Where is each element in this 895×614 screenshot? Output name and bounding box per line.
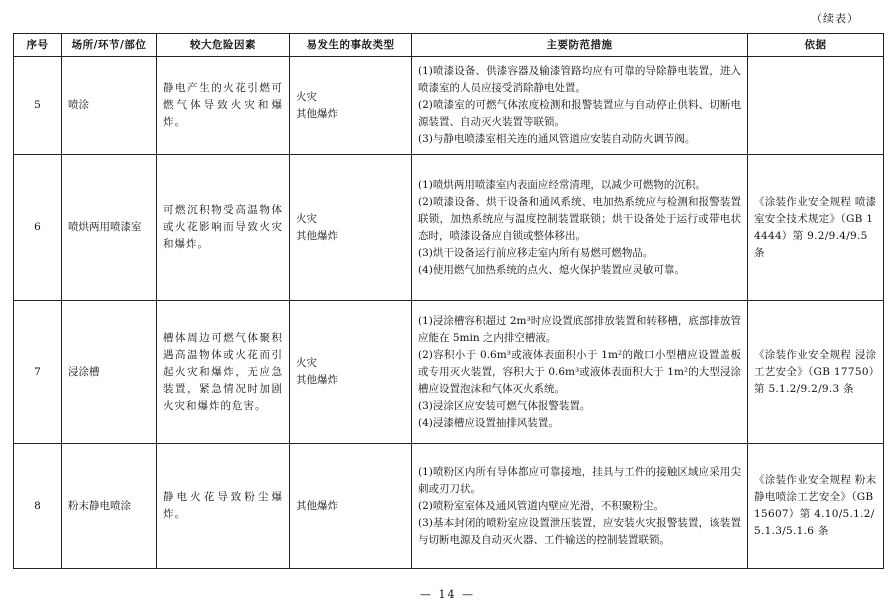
row-place: 喷涂 bbox=[62, 57, 157, 155]
table-header-row bbox=[14, 34, 884, 57]
measure-item: (2)喷漆室的可燃气体浓度检测和报警装置应与自动停止供料、切断电源装置、自动灭火装置等联锁。 bbox=[418, 99, 741, 128]
row-accident bbox=[290, 155, 412, 301]
row-no: 8 bbox=[14, 444, 62, 569]
row-accident bbox=[290, 301, 412, 444]
page-number: — 14 — bbox=[420, 588, 475, 601]
row-place: 粉末静电喷涂 bbox=[62, 444, 157, 569]
row-place: 浸涂槽 bbox=[62, 301, 157, 444]
measure-item: (1)喷烘两用喷漆室内表面应经常清理，以减少可燃物的沉积。 bbox=[418, 178, 706, 191]
row-accident bbox=[290, 57, 412, 155]
accident-type: 其他爆炸 bbox=[296, 499, 338, 512]
measure-item: (2)喷漆设备、烘干设备和通风系统、电加热系统应与检测和报警装置联锁，加热系统应与温度控制装置联锁；烘干设备处于运行或带电状态时，喷漆设备应自锁或整体移出。 bbox=[418, 195, 741, 242]
row-measures bbox=[412, 444, 748, 569]
accident-type: 其他爆炸 bbox=[296, 107, 338, 120]
measure-item: (3)基本封闭的喷粉室应设置泄压装置，应安装火灾报警装置，该装置与切断电源及自动灭火器、工件输送的控制装置联锁。 bbox=[418, 516, 741, 546]
col-header-no: 序号 bbox=[14, 34, 62, 57]
measure-item: (3)浸涂区应安装可燃气体报警装置。 bbox=[418, 399, 591, 412]
row-measures bbox=[412, 57, 748, 155]
row-no: 5 bbox=[14, 57, 62, 155]
table-row bbox=[14, 155, 884, 301]
accident-type: 其他爆炸 bbox=[296, 229, 338, 242]
accident-type: 火灾 bbox=[296, 212, 317, 225]
accident-type: 其他爆炸 bbox=[296, 374, 338, 386]
col-header-measures: 主要防范措施 bbox=[412, 34, 748, 57]
row-hazard: 静电火花导致粉尘爆炸。 bbox=[157, 444, 290, 569]
measure-item: (1)喷粉区内所有导体都应可靠接地，挂具与工件的接触区域应采用尖刺或刃刀状。 bbox=[418, 465, 741, 495]
table-row bbox=[14, 57, 884, 155]
measure-item: (2)喷粉室室体及通风管道内壁应光滑，不积聚粉尘。 bbox=[418, 499, 664, 512]
row-accident bbox=[290, 444, 412, 569]
col-header-hazard: 较大危险因素 bbox=[157, 34, 290, 57]
row-place: 喷烘两用喷漆室 bbox=[62, 155, 157, 301]
row-measures bbox=[412, 301, 748, 444]
row-basis: 《涂装作业安全规程 浸涂工艺安全》（GB 17750）第 5.1.2/9.2/9.3 条 bbox=[748, 301, 884, 444]
accident-type: 火灾 bbox=[296, 90, 317, 103]
row-hazard: 可燃沉积物受高温物体或火花影响而导致火灾和爆炸。 bbox=[157, 155, 290, 301]
measure-item: (4)使用燃气加热系统的点火、熄火保护装置应灵敏可靠。 bbox=[418, 263, 685, 276]
row-basis bbox=[748, 57, 884, 155]
table-row bbox=[14, 301, 884, 444]
measure-item: (3)与静电喷漆室相关连的通风管道应安装自动防火调节阀。 bbox=[418, 133, 696, 145]
row-no: 6 bbox=[14, 155, 62, 301]
col-header-accident: 易发生的事故类型 bbox=[290, 34, 412, 57]
measure-item: (2)容积小于 0.6m³或液体表面积小于 1m²的敞口小型槽应设置盖板或专用灭火装置，容积大于 0.6m³或液体表面积大于 1m²的大型浸涂槽应设置泡沫和气体灭火系统。 bbox=[418, 348, 741, 395]
measure-item: (3)烘干设备运行前应移走室内所有易燃可燃物品。 bbox=[418, 246, 654, 259]
hazard-table bbox=[13, 33, 884, 569]
row-measures bbox=[412, 155, 748, 301]
row-hazard: 静电产生的火花引燃可燃气体导致火灾和爆炸。 bbox=[157, 57, 290, 155]
continued-label: （续表） bbox=[811, 12, 859, 25]
accident-type: 火灾 bbox=[296, 357, 317, 369]
row-basis: 《涂装作业安全规程 喷漆室安全技术规定》（GB 14444）第 9.2/9.4/9.5 条 bbox=[748, 155, 884, 301]
row-hazard: 槽体周边可燃气体聚积遇高温物体或火花而引起火灾和爆炸，无应急装置，紧急情况时加剧火灾和爆炸的危害。 bbox=[157, 301, 290, 444]
table-row bbox=[14, 444, 884, 569]
measure-item: (4)浸漆槽应设置抽排风装置。 bbox=[418, 416, 559, 429]
row-basis: 《涂装作业安全规程 粉末静电喷涂工艺安全》（GB 15607）第 4.10/5.1.2/5.1.3/5.1.6 条 bbox=[748, 444, 884, 569]
col-header-place: 场所/环节/部位 bbox=[62, 34, 157, 57]
measure-item: (1)喷漆设备、供漆容器及输漆管路均应有可靠的导除静电装置，进入喷漆室的人员应接受消除静电处置。 bbox=[418, 65, 741, 94]
col-header-basis: 依据 bbox=[748, 34, 884, 57]
measure-item: (1)浸涂槽容积超过 2m³时应设置底部排放装置和转移槽，底部排放管应能在 5min 之内排空槽液。 bbox=[418, 314, 741, 344]
row-no: 7 bbox=[14, 301, 62, 444]
